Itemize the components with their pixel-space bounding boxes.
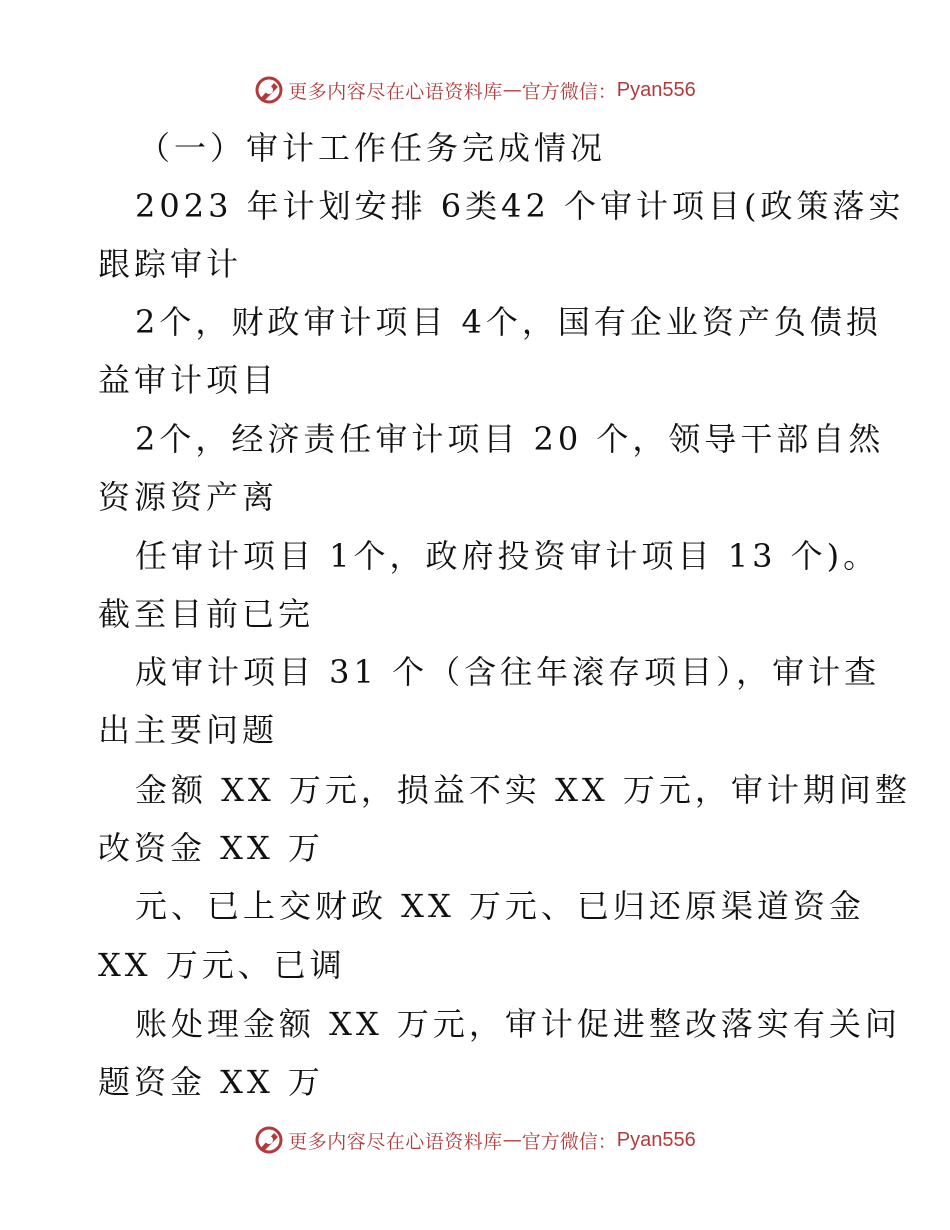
paragraph-line: 资源资产离 (98, 478, 279, 516)
paragraph-line: 账处理金额 XX 万元，审计促进整改落实有关问 (135, 1005, 901, 1043)
logo-pen-icon (254, 1125, 284, 1155)
banner-dash: — (502, 79, 522, 101)
banner-wechat-id: Pyan556 (616, 1128, 696, 1151)
logo-pen-icon (254, 75, 284, 105)
paragraph-line: XX 万元、已调 (98, 946, 346, 984)
paragraph-line: 跟踪审计 (98, 245, 243, 283)
paragraph-line: 元、已上交财政 XX 万元、已归还原渠道资金 (135, 887, 865, 925)
paragraph-line: 任审计项目 1个，政府投资审计项目 13 个)。 (135, 537, 880, 575)
section-heading: （一）审计工作任务完成情况 (138, 129, 607, 167)
paragraph-line: 2023 年计划安排 6类42 个审计项目(政策落实 (135, 187, 905, 225)
banner-site-text: 更多内容尽在心语资料库 (288, 80, 503, 103)
paragraph-line: 题资金 XX 万 (98, 1063, 324, 1101)
paragraph-line: 2个，财政审计项目 4个，国有企业资产负债损 (135, 303, 882, 341)
paragraph-line: 2个，经济责任审计项目 20 个，领导干部自然 (135, 420, 885, 458)
paragraph-line: 改资金 XX 万 (98, 829, 324, 867)
paragraph-line: 成审计项目 31 个（含往年滚存项目），审计查 (135, 653, 881, 691)
paragraph-line: 益审计项目 (98, 361, 279, 399)
paragraph-line: 出主要问题 (98, 711, 279, 749)
footer-banner (0, 1120, 950, 1160)
banner-wechat-label: 官方微信： (521, 1130, 617, 1153)
paragraph-line: 截至目前已完 (98, 595, 315, 633)
banner-wechat-id: Pyan556 (616, 78, 696, 101)
banner-dash: — (502, 1129, 522, 1151)
paragraph-line: 金额 XX 万元，损益不实 XX 万元，审计期间整 (135, 771, 911, 809)
banner-wechat-label: 官方微信： (521, 80, 617, 103)
banner-site-text: 更多内容尽在心语资料库 (288, 1130, 503, 1153)
header-banner (0, 70, 950, 110)
